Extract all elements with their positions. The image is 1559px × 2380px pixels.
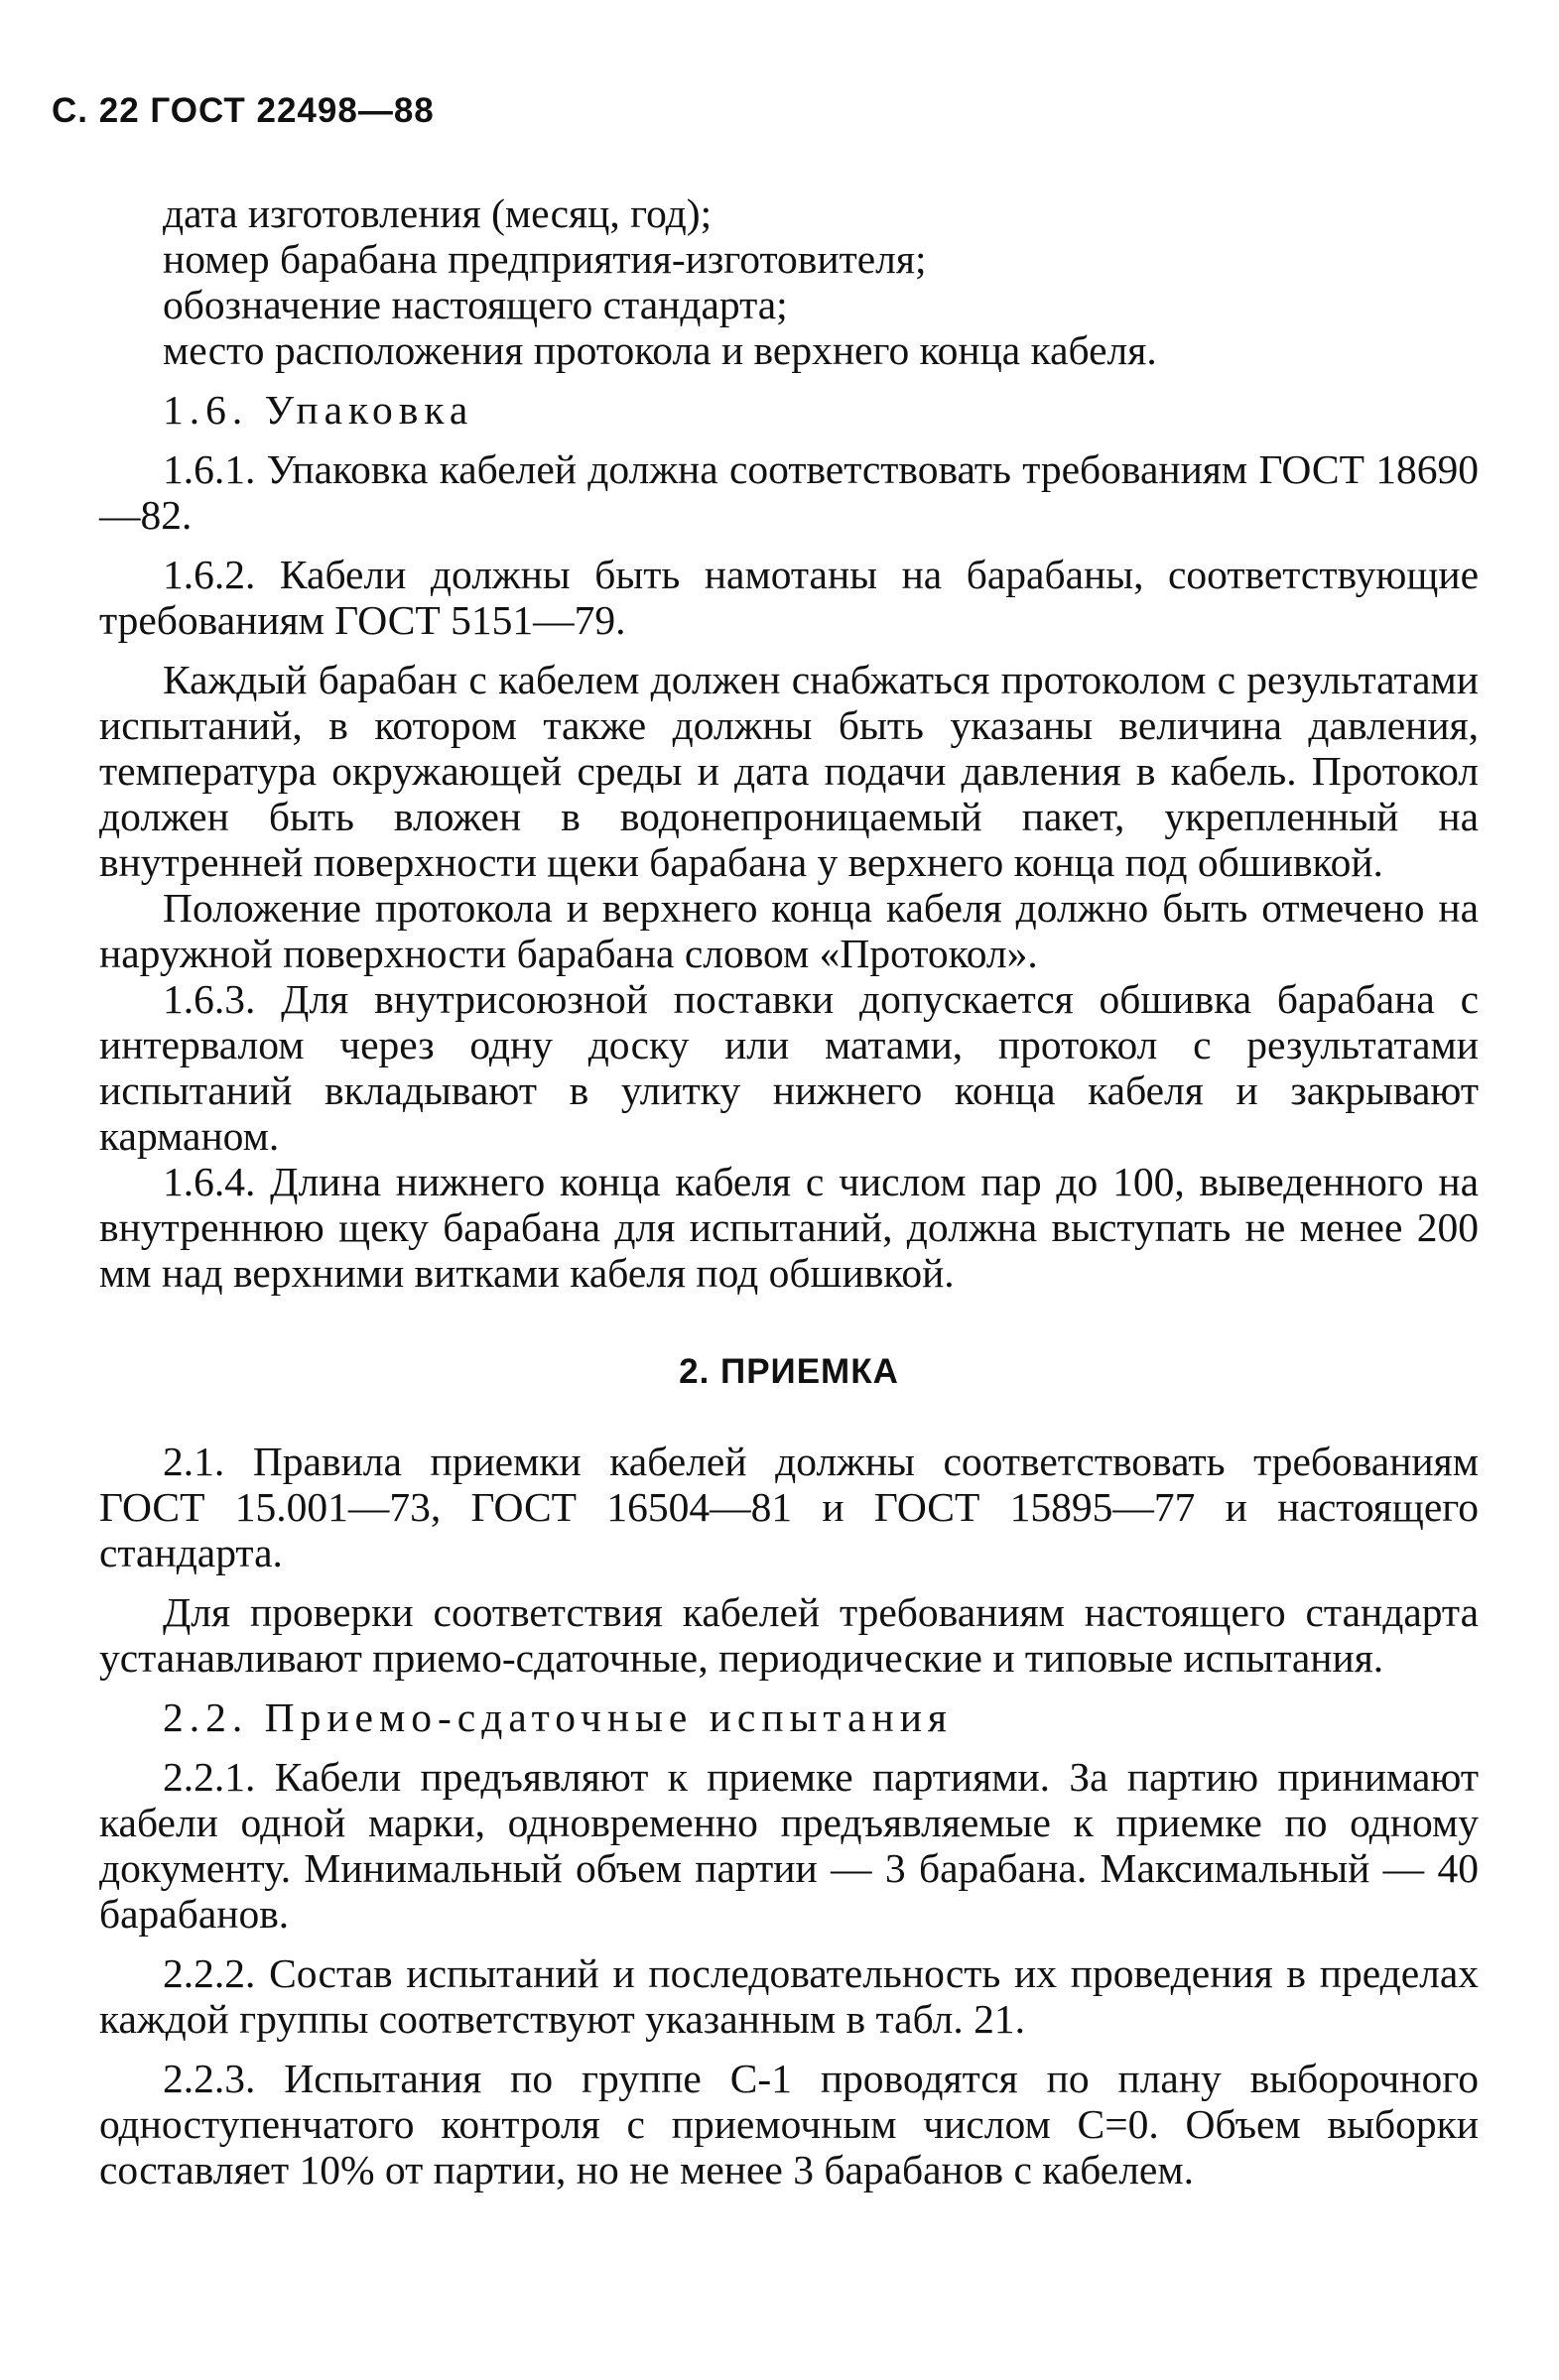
paragraph-1-6-4: 1.6.4. Длина нижнего конца кабеля с числом пар до 100, выведенного на внутреннюю щеку барабана для испытаний, должна выступать не менее 200 мм над верхними витками кабеля под обшивкой. (99, 1159, 1479, 1296)
list-item: обозначение настоящего стандарта; (163, 282, 788, 327)
page-header: С. 22 ГОСТ 22498—88 (52, 91, 435, 130)
paragraph-protocol-position: Положение протокола и верхнего конца кабеля должно быть отмечено на наружной поверхности барабана словом «Протокол». (99, 885, 1479, 976)
list-item: номер барабана предприятия-изготовителя; (163, 236, 927, 282)
page-content (99, 190, 1479, 2192)
paragraph-1-6-3: 1.6.3. Для внутрисоюзной поставки допускается обшивка барабана с интервалом через одну доску или матами, протокол с результатами испытаний вкладывают в улитку нижнего конца кабеля и закрывают карманом. (99, 976, 1479, 1159)
list-item: дата изготовления (месяц, год); (163, 190, 713, 236)
subsection-heading-packaging: 1.6. Упаковка (163, 387, 474, 433)
paragraph-2-2-1: 2.2.1. Кабели предъявляют к приемке партиями. За партию принимают кабели одной марки, одновременно предъявляемые к приемке по одному документу. Минимальный объем партии — 3 барабана. Максимальный — 40 барабанов. (99, 1754, 1479, 1937)
list-item: место расположения протокола и верхнего конца кабеля. (163, 327, 1157, 373)
paragraph-2-2-2: 2.2.2. Состав испытаний и последовательность их проведения в пределах каждой группы соответствуют указанным в табл. 21. (99, 1950, 1479, 2042)
paragraph-2-2-3: 2.2.3. Испытания по группе С-1 проводятся по плану выборочного одноступенчатого контроля с приемочным числом С=0. Объем выборки составляет 10% от партии, но не менее 3 барабанов с кабелем. (99, 2056, 1479, 2192)
subsection-heading-acceptance-tests: 2.2. Приемо-сдаточные испытания (163, 1694, 953, 1740)
paragraph-2-1-tests: Для проверки соответствия кабелей требованиям настоящего стандарта устанавливают приемо-сдаточные, периодические и типовые испытания. (99, 1589, 1479, 1681)
paragraph-1-6-1: 1.6.1. Упаковка кабелей должна соответствовать требованиям ГОСТ 18690—82. (99, 446, 1479, 538)
paragraph-2-1: 2.1. Правила приемки кабелей должны соответствовать требованиям ГОСТ 15.001—73, ГОСТ 16504—81 и ГОСТ 15895—77 и настоящего стандарта. (99, 1439, 1479, 1575)
paragraph-drum-protocol: Каждый барабан с кабелем должен снабжаться протоколом с результатами испытаний, в котором также должны быть указаны величина давления, температура окружающей среды и дата подачи давления в кабель. Протокол должен быть вложен в водонепроницаемый пакет, укрепленный на внутренней поверхности щеки барабана у верхнего конца под обшивкой. (99, 657, 1479, 885)
section-title-acceptance: 2. ПРИЕМКА (679, 1352, 899, 1391)
paragraph-1-6-2: 1.6.2. Кабели должны быть намотаны на барабаны, соответствующие требованиям ГОСТ 5151—79. (99, 552, 1479, 643)
